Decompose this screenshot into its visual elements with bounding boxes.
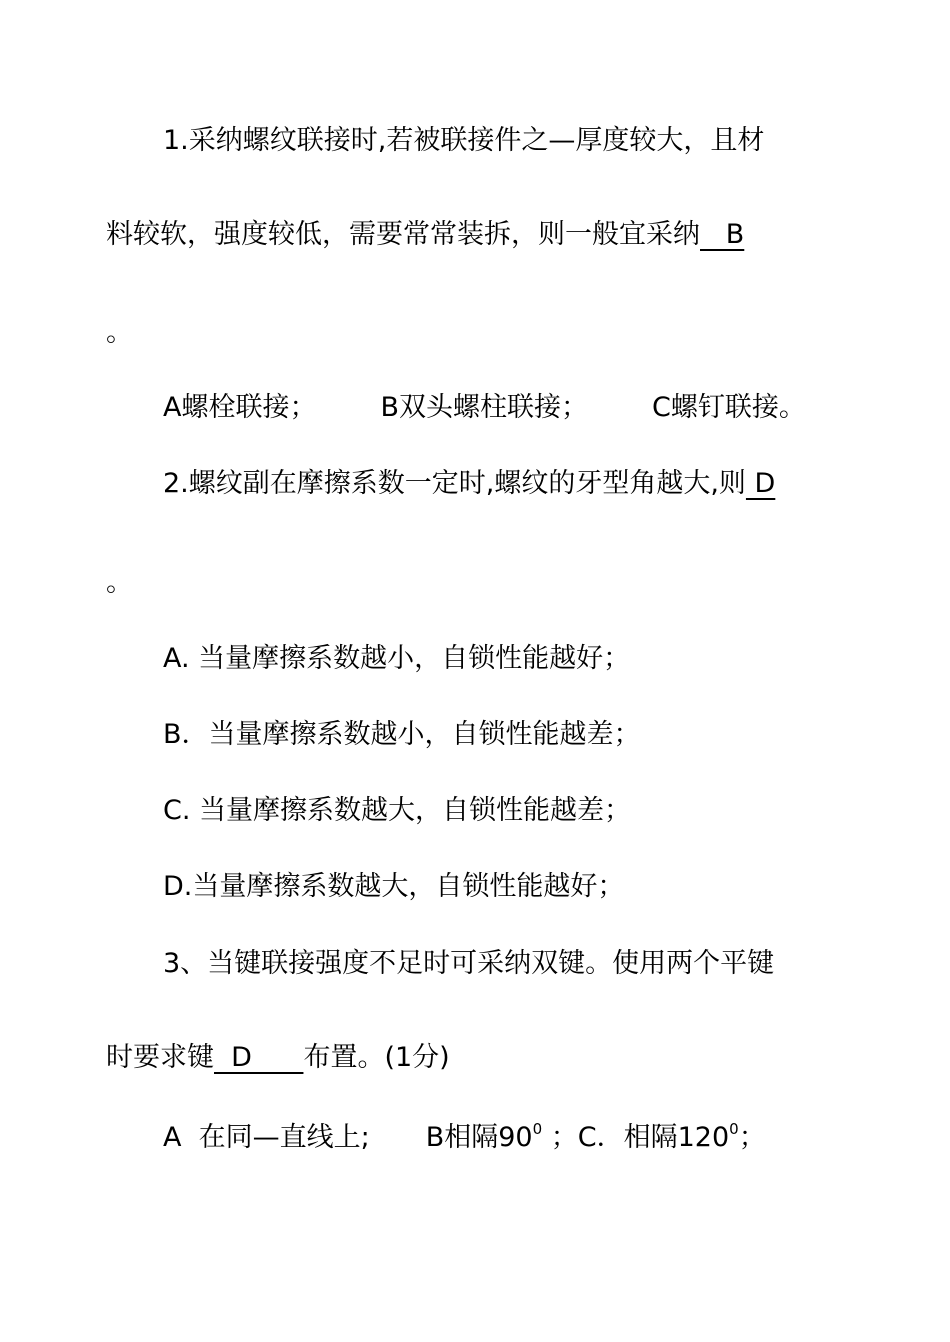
q1-options (163, 391, 903, 425)
q1-line2 (106, 218, 846, 252)
q3-line2 (106, 1041, 846, 1075)
q3-option-c: C．相隔120 (577, 1122, 730, 1153)
q1-line1 (163, 124, 903, 158)
q1-option-c: C螺钉联接。 (652, 392, 806, 423)
q1-end (106, 316, 846, 350)
q2-option-b-text: B．当量摩擦系数越小，自锁性能越差； (163, 719, 641, 750)
q3-option-c-degree: 0 (729, 1120, 739, 1138)
q1-option-b: B双头螺柱联接； (380, 392, 589, 423)
q2-option-a (163, 642, 903, 676)
q3-line2-pre: 时要求键 (106, 1042, 214, 1073)
q3-line2-post: 布置。(1分) (303, 1042, 450, 1073)
q2-option-b (163, 718, 903, 752)
q2-option-d-text: D.当量摩擦系数越大，自锁性能越好； (163, 871, 625, 902)
q1-line1-text: 1.采纳螺纹联接时,若被联接件之—厚度较大，且材 (163, 125, 765, 156)
q2-option-a-text: A. 当量摩擦系数越小，自锁性能越好； (163, 643, 631, 674)
q1-answer-blank: B (700, 219, 745, 250)
q2-line1 (163, 467, 903, 501)
q2-option-d (163, 870, 903, 904)
q3-option-b-degree: 0 (532, 1120, 543, 1138)
q3-option-b: B相隔90 (425, 1122, 533, 1153)
q2-option-c (163, 794, 903, 828)
q2-end-mark: 。 (106, 567, 133, 598)
q3-option-c-end: ； (738, 1122, 766, 1153)
q1-option-a: A螺栓联接； (163, 392, 317, 423)
q3-line1-text: 3、当键联接强度不足时可采纳双键。使用两个平键 (163, 948, 775, 979)
q1-line2-text: 料较软，强度较低，需要常常装拆，则一般宜采纳 (106, 219, 700, 250)
q1-end-mark: 。 (106, 317, 133, 348)
q2-option-c-text: C. 当量摩擦系数越大，自锁性能越差； (163, 795, 632, 826)
q2-line1-text: 2.螺纹副在摩擦系数一定时,螺纹的牙型角越大,则 (163, 468, 746, 499)
q3-separator: ； (542, 1122, 578, 1153)
q3-line1 (163, 947, 903, 981)
q3-answer-blank: D (214, 1042, 304, 1073)
q2-answer-blank: D (745, 468, 776, 499)
q3-options (163, 1121, 903, 1155)
q3-option-a: A 在同—直线上; (163, 1122, 370, 1153)
q2-end (106, 566, 846, 600)
